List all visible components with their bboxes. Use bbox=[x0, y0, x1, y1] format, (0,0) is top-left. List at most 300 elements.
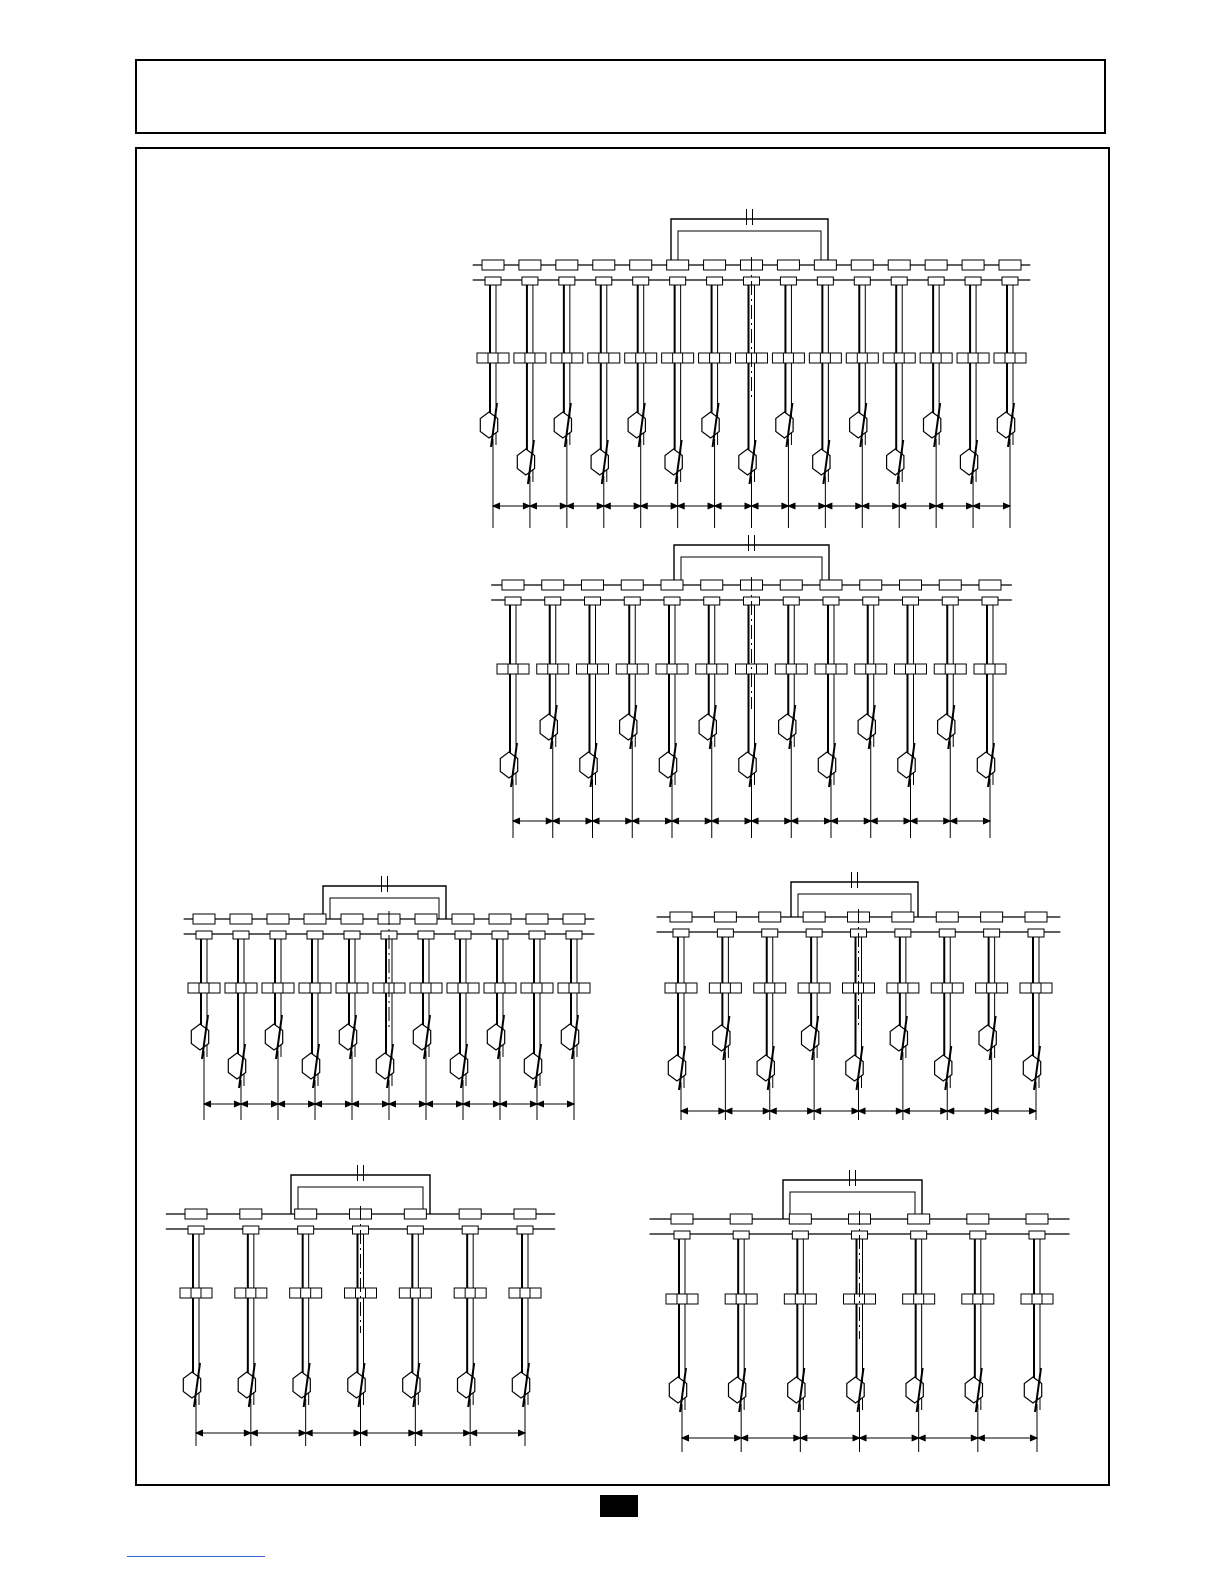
dimension-arrow bbox=[463, 1101, 470, 1107]
row-unit bbox=[976, 912, 1036, 1120]
beam-clamp bbox=[777, 260, 799, 270]
row-unit bbox=[772, 260, 825, 528]
beam-clamp bbox=[803, 912, 825, 922]
row-unit bbox=[454, 1209, 525, 1446]
dimension-arrow bbox=[196, 1430, 203, 1436]
shank-mount bbox=[891, 277, 907, 285]
dimension-arrow bbox=[860, 1435, 867, 1441]
mid-clamp bbox=[290, 1288, 322, 1298]
shank-mount bbox=[664, 597, 680, 605]
shank-mount bbox=[455, 931, 471, 939]
shank-mount bbox=[522, 277, 538, 285]
mid-clamp bbox=[497, 664, 529, 674]
beam-clamp bbox=[962, 260, 984, 270]
row-unit bbox=[754, 912, 814, 1120]
mid-clamp bbox=[188, 983, 220, 993]
beam-clamp bbox=[759, 912, 781, 922]
beam-clamp bbox=[714, 912, 736, 922]
row-unit bbox=[290, 1209, 361, 1446]
mid-clamp bbox=[903, 1294, 935, 1304]
page-number-block bbox=[600, 1495, 638, 1517]
shank-mount bbox=[559, 277, 575, 285]
dimension-arrow bbox=[306, 1430, 313, 1436]
dimension-arrow bbox=[1029, 1108, 1036, 1114]
shank-mount bbox=[1029, 1231, 1045, 1239]
mid-clamp bbox=[883, 353, 915, 363]
row-unit bbox=[180, 1209, 251, 1446]
row-unit bbox=[957, 260, 1010, 528]
beam-clamp bbox=[851, 260, 873, 270]
row-unit bbox=[883, 260, 936, 528]
layout-11-row bbox=[184, 876, 595, 1120]
footer-rule bbox=[127, 1556, 265, 1557]
dimension-arrow bbox=[950, 818, 957, 824]
row-unit bbox=[931, 912, 991, 1120]
row-unit bbox=[974, 580, 1006, 838]
shank-mount bbox=[505, 597, 521, 605]
dimension-arrow bbox=[604, 503, 611, 509]
beam-clamp bbox=[892, 912, 914, 922]
shank-mount bbox=[928, 277, 944, 285]
mid-clamp bbox=[1020, 983, 1052, 993]
mid-clamp bbox=[957, 353, 989, 363]
beam-clamp bbox=[888, 260, 910, 270]
dimension-arrow bbox=[537, 1101, 544, 1107]
row-unit bbox=[887, 912, 947, 1120]
shank-mount bbox=[895, 929, 911, 937]
mid-clamp bbox=[521, 983, 553, 993]
dimension-arrow bbox=[553, 818, 560, 824]
beam-clamp bbox=[704, 260, 726, 270]
mid-clamp bbox=[994, 353, 1026, 363]
row-unit bbox=[666, 1214, 741, 1452]
row-unit bbox=[410, 914, 463, 1120]
mid-clamp bbox=[772, 353, 804, 363]
dimension-arrow bbox=[682, 1435, 689, 1441]
mid-clamp bbox=[934, 664, 966, 674]
row-unit bbox=[699, 260, 752, 528]
mid-clamp bbox=[709, 983, 741, 993]
dimension-arrow bbox=[831, 818, 838, 824]
mid-clamp bbox=[180, 1288, 212, 1298]
row-unit bbox=[656, 580, 712, 838]
row-unit bbox=[577, 580, 633, 838]
row-unit bbox=[188, 914, 241, 1120]
hitch-bracket bbox=[783, 1180, 922, 1219]
beam-clamp bbox=[814, 260, 836, 270]
beam-clamp bbox=[502, 580, 524, 590]
row-unit bbox=[725, 1214, 800, 1452]
shank-mount bbox=[674, 1231, 690, 1239]
mid-clamp bbox=[784, 1294, 816, 1304]
shank-mount bbox=[270, 931, 286, 939]
mid-clamp bbox=[895, 664, 927, 674]
shank-mount bbox=[707, 277, 723, 285]
dimension-arrow bbox=[389, 1101, 396, 1107]
dimension-arrow bbox=[899, 503, 906, 509]
mid-clamp bbox=[974, 664, 1006, 674]
beam-clamp bbox=[519, 260, 541, 270]
dimension-arrow bbox=[788, 503, 795, 509]
mid-clamp bbox=[754, 983, 786, 993]
dimension-arrow bbox=[903, 1108, 910, 1114]
dimension-arrow bbox=[800, 1435, 807, 1441]
shank-mount bbox=[307, 931, 323, 939]
mid-clamp bbox=[625, 353, 657, 363]
beam-clamp bbox=[1026, 1214, 1048, 1224]
shank-mount bbox=[780, 277, 796, 285]
mid-clamp bbox=[537, 664, 569, 674]
mid-clamp bbox=[798, 983, 830, 993]
shank-mount bbox=[733, 1231, 749, 1239]
mid-clamp bbox=[410, 983, 442, 993]
shank-mount bbox=[806, 929, 822, 937]
dimension-arrow bbox=[361, 1430, 368, 1436]
shank-mount bbox=[717, 929, 733, 937]
row-unit bbox=[903, 1214, 978, 1452]
dimension-arrow bbox=[712, 818, 719, 824]
shank-mount bbox=[196, 931, 212, 939]
row-unit bbox=[336, 914, 389, 1120]
dimension-arrow bbox=[862, 503, 869, 509]
beam-clamp bbox=[582, 580, 604, 590]
beam-clamp bbox=[730, 1214, 752, 1224]
row-unit bbox=[844, 1211, 919, 1452]
dimension-arrow bbox=[470, 1430, 477, 1436]
mid-clamp bbox=[809, 353, 841, 363]
dimension-arrow bbox=[725, 1108, 732, 1114]
dimension-arrow bbox=[278, 1101, 285, 1107]
beam-clamp bbox=[526, 914, 548, 924]
beam-clamp bbox=[185, 1209, 207, 1219]
shank-mount bbox=[462, 1226, 478, 1234]
shank-mount bbox=[673, 929, 689, 937]
beam-clamp bbox=[542, 580, 564, 590]
dimension-arrow bbox=[791, 818, 798, 824]
mid-clamp bbox=[454, 1288, 486, 1298]
row-unit bbox=[235, 1209, 306, 1446]
row-unit bbox=[994, 260, 1026, 528]
row-unit bbox=[736, 577, 792, 838]
dimension-arrow bbox=[567, 503, 574, 509]
beam-clamp bbox=[670, 912, 692, 922]
beam-clamp bbox=[415, 914, 437, 924]
mid-clamp bbox=[775, 664, 807, 674]
row-unit bbox=[895, 580, 951, 838]
shank-mount bbox=[982, 597, 998, 605]
row-unit bbox=[815, 580, 871, 838]
dimension-arrow bbox=[978, 1435, 985, 1441]
dimension-arrow bbox=[678, 503, 685, 509]
mid-clamp bbox=[299, 983, 331, 993]
shank-mount bbox=[762, 929, 778, 937]
dimension-arrow bbox=[681, 1108, 688, 1114]
beam-clamp bbox=[979, 580, 1001, 590]
beam-clamp bbox=[514, 1209, 536, 1219]
beam-clamp bbox=[701, 580, 723, 590]
mid-clamp bbox=[699, 353, 731, 363]
row-unit bbox=[784, 1214, 859, 1452]
dimension-arrow bbox=[415, 1430, 422, 1436]
layout-9-row bbox=[657, 872, 1061, 1120]
dimension-arrow bbox=[518, 1430, 525, 1436]
mid-clamp bbox=[962, 1294, 994, 1304]
shank-mount bbox=[942, 597, 958, 605]
row-unit bbox=[399, 1209, 470, 1446]
dimension-arrow bbox=[241, 1101, 248, 1107]
dimension-arrow bbox=[947, 1108, 954, 1114]
mid-clamp bbox=[920, 353, 952, 363]
beam-clamp bbox=[967, 1214, 989, 1224]
dimension-arrow bbox=[672, 818, 679, 824]
row-unit bbox=[477, 260, 530, 528]
beam-clamp bbox=[556, 260, 578, 270]
dimension-arrow bbox=[715, 503, 722, 509]
shank-mount bbox=[965, 277, 981, 285]
layout-15-row bbox=[473, 209, 1031, 528]
beam-clamp bbox=[230, 914, 252, 924]
shank-mount bbox=[1002, 277, 1018, 285]
beam-clamp bbox=[936, 912, 958, 922]
shank-mount bbox=[911, 1231, 927, 1239]
beam-clamp bbox=[621, 580, 643, 590]
row-unit bbox=[662, 260, 715, 528]
mid-clamp bbox=[558, 983, 590, 993]
dimension-arrow bbox=[500, 1101, 507, 1107]
dimension-arrow bbox=[1003, 503, 1010, 509]
beam-clamp bbox=[939, 580, 961, 590]
mid-clamp bbox=[336, 983, 368, 993]
beam-clamp bbox=[789, 1214, 811, 1224]
dimension-arrow bbox=[426, 1101, 433, 1107]
beam-clamp bbox=[482, 260, 504, 270]
dimension-arrow bbox=[315, 1101, 322, 1107]
beam-clamp bbox=[820, 580, 842, 590]
beam-clamp bbox=[563, 914, 585, 924]
dimension-arrow bbox=[530, 503, 537, 509]
dimension-arrow bbox=[493, 503, 500, 509]
shank-mount bbox=[970, 1231, 986, 1239]
beam-clamp bbox=[240, 1209, 262, 1219]
dimension-arrow bbox=[825, 503, 832, 509]
beam-clamp bbox=[900, 580, 922, 590]
shank-mount bbox=[517, 1226, 533, 1234]
mid-clamp bbox=[514, 353, 546, 363]
beam-clamp bbox=[404, 1209, 426, 1219]
mid-clamp bbox=[855, 664, 887, 674]
dimension-arrow bbox=[752, 503, 759, 509]
row-unit bbox=[373, 911, 426, 1120]
dimension-arrow bbox=[567, 1101, 574, 1107]
row-unit bbox=[345, 1206, 416, 1446]
shank-mount bbox=[633, 277, 649, 285]
row-unit bbox=[616, 580, 672, 838]
row-unit bbox=[558, 914, 590, 1120]
beam-clamp bbox=[661, 580, 683, 590]
shank-mount bbox=[823, 597, 839, 605]
shank-mount bbox=[817, 277, 833, 285]
layout-7-row-left bbox=[166, 1165, 555, 1446]
shank-mount bbox=[298, 1226, 314, 1234]
shank-mount bbox=[344, 931, 360, 939]
dimension-arrow bbox=[992, 1108, 999, 1114]
layout-13-row bbox=[491, 535, 1012, 838]
shank-mount bbox=[792, 1231, 808, 1239]
row-unit bbox=[809, 260, 862, 528]
shank-mount bbox=[1028, 929, 1044, 937]
mid-clamp bbox=[931, 983, 963, 993]
shank-mount bbox=[984, 929, 1000, 937]
mid-clamp bbox=[976, 983, 1008, 993]
dimension-arrow bbox=[752, 818, 759, 824]
shank-mount bbox=[670, 277, 686, 285]
row-unit bbox=[262, 914, 315, 1120]
beam-clamp bbox=[908, 1214, 930, 1224]
dimension-arrow bbox=[814, 1108, 821, 1114]
mid-clamp bbox=[656, 664, 688, 674]
row-unit bbox=[521, 914, 574, 1120]
shank-mount bbox=[188, 1226, 204, 1234]
dimension-arrow bbox=[352, 1101, 359, 1107]
row-unit bbox=[551, 260, 604, 528]
beam-clamp bbox=[452, 914, 474, 924]
row-unit bbox=[1020, 912, 1052, 1120]
mid-clamp bbox=[666, 1294, 698, 1304]
mid-clamp bbox=[588, 353, 620, 363]
beam-clamp bbox=[304, 914, 326, 924]
row-unit bbox=[537, 580, 593, 838]
beam-clamp bbox=[925, 260, 947, 270]
shank-mount bbox=[545, 597, 561, 605]
row-unit bbox=[447, 914, 500, 1120]
row-unit bbox=[225, 914, 278, 1120]
row-unit bbox=[920, 260, 973, 528]
row-unit bbox=[855, 580, 911, 838]
shank-mount bbox=[854, 277, 870, 285]
shank-mount bbox=[566, 931, 582, 939]
mid-clamp bbox=[509, 1288, 541, 1298]
beam-clamp bbox=[489, 914, 511, 924]
shank-mount bbox=[485, 277, 501, 285]
row-unit bbox=[696, 580, 752, 838]
dimension-arrow bbox=[251, 1430, 258, 1436]
shank-mount bbox=[863, 597, 879, 605]
mid-clamp bbox=[665, 983, 697, 993]
row-unit bbox=[299, 914, 352, 1120]
dimension-arrow bbox=[632, 818, 639, 824]
row-unit bbox=[1021, 1214, 1053, 1452]
beam-clamp bbox=[860, 580, 882, 590]
shank-mount bbox=[596, 277, 612, 285]
row-unit bbox=[484, 914, 537, 1120]
beam-clamp bbox=[630, 260, 652, 270]
mid-clamp bbox=[662, 353, 694, 363]
mid-clamp bbox=[1021, 1294, 1053, 1304]
row-unit bbox=[843, 909, 903, 1120]
shank-mount bbox=[407, 1226, 423, 1234]
shank-mount bbox=[783, 597, 799, 605]
row-unit bbox=[775, 580, 831, 838]
shank-mount bbox=[243, 1226, 259, 1234]
dimension-arrow bbox=[1030, 1435, 1037, 1441]
mid-clamp bbox=[484, 983, 516, 993]
shank-mount bbox=[704, 597, 720, 605]
shank-mount bbox=[939, 929, 955, 937]
row-unit bbox=[934, 580, 990, 838]
beam-clamp bbox=[267, 914, 289, 924]
row-unit bbox=[846, 260, 899, 528]
row-unit bbox=[665, 912, 725, 1120]
beam-clamp bbox=[667, 260, 689, 270]
dimension-arrow bbox=[911, 818, 918, 824]
layout-7-row-right bbox=[649, 1170, 1069, 1452]
mid-clamp bbox=[696, 664, 728, 674]
dimension-arrow bbox=[983, 818, 990, 824]
beam-clamp bbox=[593, 260, 615, 270]
shank-mount bbox=[492, 931, 508, 939]
row-unit bbox=[962, 1214, 1037, 1452]
shank-mount bbox=[529, 931, 545, 939]
mid-clamp bbox=[225, 983, 257, 993]
row-unit bbox=[709, 912, 769, 1120]
row-unit bbox=[509, 1209, 541, 1446]
row-unit bbox=[588, 260, 641, 528]
beam-clamp bbox=[999, 260, 1021, 270]
mid-clamp bbox=[846, 353, 878, 363]
beam-clamp bbox=[1025, 912, 1047, 922]
dimension-arrow bbox=[641, 503, 648, 509]
beam-clamp bbox=[459, 1209, 481, 1219]
row-unit bbox=[736, 257, 789, 528]
beam-clamp bbox=[671, 1214, 693, 1224]
row-unit bbox=[514, 260, 567, 528]
mid-clamp bbox=[477, 353, 509, 363]
mid-clamp bbox=[887, 983, 919, 993]
dimension-arrow bbox=[919, 1435, 926, 1441]
beam-clamp bbox=[193, 914, 215, 924]
dimension-arrow bbox=[936, 503, 943, 509]
dimension-arrow bbox=[973, 503, 980, 509]
shank-mount bbox=[418, 931, 434, 939]
dimension-arrow bbox=[741, 1435, 748, 1441]
hitch-bracket bbox=[671, 219, 828, 265]
row-unit bbox=[497, 580, 553, 838]
beam-clamp bbox=[341, 914, 363, 924]
row-unit bbox=[625, 260, 678, 528]
shank-mount bbox=[624, 597, 640, 605]
row-unit bbox=[798, 912, 858, 1120]
mid-clamp bbox=[262, 983, 294, 993]
mid-clamp bbox=[235, 1288, 267, 1298]
mid-clamp bbox=[725, 1294, 757, 1304]
mid-clamp bbox=[551, 353, 583, 363]
dimension-arrow bbox=[593, 818, 600, 824]
dimension-arrow bbox=[513, 818, 520, 824]
dimension-arrow bbox=[204, 1101, 211, 1107]
shank-mount bbox=[585, 597, 601, 605]
mid-clamp bbox=[815, 664, 847, 674]
dimension-arrow bbox=[859, 1108, 866, 1114]
beam-clamp bbox=[981, 912, 1003, 922]
mid-clamp bbox=[616, 664, 648, 674]
mid-clamp bbox=[447, 983, 479, 993]
dimension-arrow bbox=[871, 818, 878, 824]
mid-clamp bbox=[399, 1288, 431, 1298]
shank-mount bbox=[233, 931, 249, 939]
mid-clamp bbox=[577, 664, 609, 674]
shank-mount bbox=[903, 597, 919, 605]
beam-clamp bbox=[780, 580, 802, 590]
